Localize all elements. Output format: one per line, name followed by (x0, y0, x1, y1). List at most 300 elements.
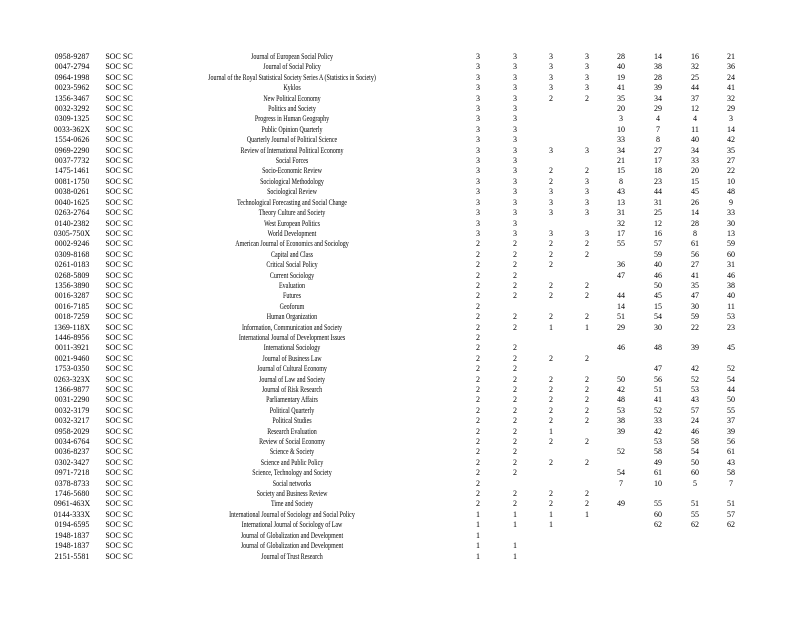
table-row (0, 531, 800, 541)
issn-cell: 0021-9460 (54, 353, 90, 363)
grade-cell: 3 (513, 135, 517, 145)
rank-cell: 44 (727, 385, 735, 394)
rank-cell: 39 (727, 426, 735, 436)
issn-cell: 0040-1625 (54, 197, 90, 207)
grade-cell: 3 (585, 176, 589, 186)
issn-cell: 0971-7218 (54, 468, 90, 478)
grade-cell: 1 (549, 322, 553, 332)
rank-cell: 15 (691, 176, 699, 186)
rank-cell: 51 (691, 499, 699, 509)
issn-cell: 0144-333X (53, 509, 91, 519)
category-cell: SOC SC (105, 208, 133, 218)
issn-cell: 0032-3292 (54, 104, 90, 114)
grade-cell: 3 (513, 145, 517, 155)
title-cell: Politics and Society (268, 104, 316, 114)
table-row (0, 520, 800, 530)
grade-cell: 2 (476, 437, 480, 447)
title-cell: Current Sociology (269, 270, 315, 280)
grade-cell: 2 (476, 478, 480, 488)
grade-cell: 2 (476, 280, 480, 290)
title-cell: Journal of the Royal Statistical Society Series A (Statistics in Society) (208, 72, 376, 82)
grade-cell: 2 (513, 239, 517, 249)
category-cell: SOC SC (105, 114, 133, 124)
rank-cell: 23 (727, 322, 735, 332)
table-row (0, 416, 800, 426)
grade-cell: 1 (513, 541, 517, 551)
rank-cell: 4 (656, 114, 660, 124)
title-cell: International Journal of Sociology of Law (241, 520, 343, 530)
rank-cell: 61 (654, 468, 662, 478)
issn-cell: 0032-3179 (54, 405, 90, 415)
rank-cell: 24 (727, 72, 735, 82)
grade-cell: 2 (513, 499, 517, 509)
rank-cell: 38 (617, 416, 625, 426)
grade-cell: 2 (549, 385, 553, 394)
grade-cell: 2 (513, 312, 517, 322)
grade-cell: 3 (513, 208, 517, 218)
rank-cell: 55 (727, 405, 735, 415)
title-cell: Parliamentary Affairs (266, 395, 318, 405)
table-row (0, 219, 800, 229)
grade-cell: 1 (549, 520, 553, 530)
rank-cell: 23 (654, 176, 662, 186)
issn-cell: 0194-6595 (54, 520, 90, 530)
issn-cell: 0305-750X (53, 228, 91, 238)
issn-cell: 0302-3427 (54, 457, 90, 467)
grade-cell: 3 (585, 228, 589, 238)
category-cell: SOC SC (105, 478, 133, 488)
title-cell: Journal of European Social Policy (251, 52, 333, 61)
title-cell: Political Studies (272, 416, 312, 426)
table-row (0, 385, 800, 395)
rank-cell: 31 (727, 260, 735, 270)
rank-cell: 60 (654, 509, 662, 519)
issn-cell: 0969-2290 (54, 145, 90, 155)
grade-cell: 2 (476, 291, 480, 301)
table-row (0, 166, 800, 176)
rank-cell: 7 (656, 124, 660, 134)
grade-cell: 2 (549, 416, 553, 426)
grade-cell: 2 (476, 447, 480, 457)
grade-cell: 3 (476, 83, 480, 93)
category-cell: SOC SC (105, 520, 133, 530)
rank-cell: 37 (691, 93, 699, 103)
title-cell: Capital and Class (271, 249, 313, 259)
grade-cell: 2 (585, 312, 589, 322)
rank-cell: 12 (654, 218, 662, 228)
rank-cell: 53 (691, 385, 699, 394)
rank-cell: 40 (654, 260, 662, 270)
rank-cell: 33 (617, 135, 625, 145)
grade-cell: 3 (549, 83, 553, 93)
rank-cell: 8 (656, 135, 660, 145)
rank-cell: 29 (727, 104, 735, 114)
grade-cell: 3 (476, 135, 480, 145)
category-cell: SOC SC (105, 301, 133, 311)
table-row (0, 83, 800, 93)
grade-cell: 2 (476, 270, 480, 280)
rank-cell: 11 (691, 124, 699, 134)
grade-cell: 3 (476, 114, 480, 124)
title-cell: Geoforum (279, 301, 305, 311)
issn-cell: 0002-9246 (54, 239, 90, 249)
rank-cell: 59 (727, 239, 735, 249)
issn-cell: 0378-8733 (54, 478, 90, 488)
rank-cell: 46 (727, 270, 735, 280)
rank-cell: 55 (654, 499, 662, 509)
rank-cell: 42 (654, 426, 662, 436)
rank-cell: 25 (691, 72, 699, 82)
grade-cell: 3 (513, 104, 517, 114)
grade-cell: 2 (549, 312, 553, 322)
category-cell: SOC SC (105, 62, 133, 72)
grade-cell: 2 (513, 416, 517, 426)
table-row (0, 271, 800, 281)
rank-cell: 38 (727, 280, 735, 290)
rank-cell: 36 (617, 260, 625, 270)
rank-cell: 54 (691, 447, 699, 457)
table-row (0, 333, 800, 343)
category-cell: SOC SC (105, 437, 133, 447)
rank-cell: 52 (654, 405, 662, 415)
table-row (0, 437, 800, 447)
journal-table (0, 52, 800, 562)
grade-cell: 3 (513, 83, 517, 93)
rank-cell: 48 (727, 187, 735, 197)
table-row (0, 302, 800, 312)
table-row (0, 250, 800, 260)
grade-cell: 2 (585, 374, 589, 384)
grade-cell: 2 (585, 385, 589, 394)
rank-cell: 37 (727, 416, 735, 426)
category-cell: SOC SC (105, 489, 133, 499)
category-cell: SOC SC (105, 270, 133, 280)
table-row (0, 375, 800, 385)
category-cell: SOC SC (105, 385, 133, 394)
category-cell: SOC SC (105, 197, 133, 207)
title-cell: International Sociology (263, 343, 321, 353)
grade-cell: 2 (585, 457, 589, 467)
title-cell: Journal of Trust Research (261, 551, 323, 561)
issn-cell: 1948-1837 (54, 541, 90, 551)
grade-cell: 1 (549, 426, 553, 436)
category-cell: SOC SC (105, 218, 133, 228)
title-cell: New Political Economy (263, 93, 321, 103)
grade-cell: 2 (549, 457, 553, 467)
rank-cell: 8 (619, 176, 623, 186)
grade-cell: 3 (513, 166, 517, 176)
table-row (0, 343, 800, 353)
rank-cell: 11 (727, 301, 735, 311)
issn-cell: 0309-1325 (54, 114, 90, 124)
rank-cell: 20 (617, 104, 625, 114)
rank-cell: 35 (727, 145, 735, 155)
rank-cell: 61 (691, 239, 699, 249)
issn-cell: 1369-118X (53, 322, 91, 332)
rank-cell: 55 (691, 509, 699, 519)
rank-cell: 53 (617, 405, 625, 415)
category-cell: SOC SC (105, 156, 133, 166)
issn-cell: 0031-2290 (54, 395, 90, 405)
rank-cell: 41 (727, 83, 735, 93)
rank-cell: 62 (727, 520, 735, 530)
title-cell: Human Organization (266, 312, 318, 322)
table-row (0, 62, 800, 72)
rank-cell: 7 (729, 478, 733, 488)
table-row (0, 135, 800, 145)
rank-cell: 61 (727, 447, 735, 457)
table-row (0, 541, 800, 551)
issn-cell: 1446-8956 (54, 332, 90, 342)
category-cell: SOC SC (105, 364, 133, 374)
rank-cell: 14 (654, 52, 662, 61)
rank-cell: 44 (654, 187, 662, 197)
issn-cell: 1356-3890 (54, 280, 90, 290)
grade-cell: 3 (549, 228, 553, 238)
grade-cell: 3 (476, 145, 480, 155)
table-row (0, 499, 800, 509)
rank-cell: 42 (727, 135, 735, 145)
rank-cell: 19 (617, 72, 625, 82)
issn-cell: 0033-362X (53, 124, 91, 134)
table-row (0, 52, 800, 62)
rank-cell: 59 (654, 249, 662, 259)
issn-cell: 1948-1837 (54, 530, 90, 540)
grade-cell: 3 (476, 166, 480, 176)
category-cell: SOC SC (105, 541, 133, 551)
grade-cell: 2 (513, 374, 517, 384)
grade-cell: 3 (513, 114, 517, 124)
rank-cell: 55 (617, 239, 625, 249)
grade-cell: 2 (549, 353, 553, 363)
table-row (0, 364, 800, 374)
grade-cell: 3 (513, 72, 517, 82)
grade-cell: 1 (476, 520, 480, 530)
rank-cell: 4 (693, 114, 697, 124)
rank-cell: 10 (727, 176, 735, 186)
rank-cell: 3 (619, 114, 623, 124)
grade-cell: 2 (513, 405, 517, 415)
title-cell: Science & Society (269, 447, 315, 457)
table-row (0, 104, 800, 114)
grade-cell: 3 (585, 72, 589, 82)
category-cell: SOC SC (105, 551, 133, 561)
rank-cell: 40 (691, 135, 699, 145)
title-cell: Quarterly Journal of Political Science (246, 135, 338, 145)
rank-cell: 14 (691, 208, 699, 218)
grade-cell: 2 (549, 291, 553, 301)
category-cell: SOC SC (105, 260, 133, 270)
title-cell: Journal of Globalization and Development (240, 541, 344, 551)
rank-cell: 57 (654, 239, 662, 249)
rank-cell: 46 (691, 426, 699, 436)
table-row (0, 354, 800, 364)
category-cell: SOC SC (105, 353, 133, 363)
grade-cell: 2 (513, 353, 517, 363)
grade-cell: 2 (513, 270, 517, 280)
issn-cell: 0037-7732 (54, 156, 90, 166)
grade-cell: 3 (513, 52, 517, 61)
issn-cell: 0263-323X (53, 374, 91, 384)
table-row (0, 187, 800, 197)
rank-cell: 35 (691, 280, 699, 290)
table-row (0, 208, 800, 218)
rank-cell: 41 (617, 83, 625, 93)
title-cell: Social networks (272, 478, 312, 488)
rank-cell: 33 (727, 208, 735, 218)
table-row (0, 406, 800, 416)
grade-cell: 1 (476, 551, 480, 561)
grade-cell: 2 (513, 489, 517, 499)
category-cell: SOC SC (105, 332, 133, 342)
category-cell: SOC SC (105, 83, 133, 93)
issn-cell: 0023-5962 (54, 83, 90, 93)
rank-cell: 39 (691, 343, 699, 353)
grade-cell: 2 (513, 437, 517, 447)
grade-cell: 2 (549, 405, 553, 415)
issn-cell: 0261-0183 (54, 260, 90, 270)
category-cell: SOC SC (105, 93, 133, 103)
category-cell: SOC SC (105, 499, 133, 509)
rank-cell: 16 (654, 228, 662, 238)
grade-cell: 3 (513, 218, 517, 228)
grade-cell: 1 (585, 509, 589, 519)
rank-cell: 58 (691, 437, 699, 447)
grade-cell: 3 (476, 124, 480, 134)
issn-cell: 0036-8237 (54, 447, 90, 457)
rank-cell: 50 (691, 457, 699, 467)
grade-cell: 2 (585, 405, 589, 415)
rank-cell: 39 (617, 426, 625, 436)
rank-cell: 32 (691, 62, 699, 72)
issn-cell: 1356-3467 (54, 93, 90, 103)
category-cell: SOC SC (105, 509, 133, 519)
rank-cell: 10 (617, 124, 625, 134)
category-cell: SOC SC (105, 312, 133, 322)
title-cell: Sociological Review (267, 187, 317, 197)
title-cell: Journal of Social Policy (263, 62, 321, 72)
grade-cell: 2 (513, 426, 517, 436)
rank-cell: 34 (654, 93, 662, 103)
rank-cell: 46 (654, 270, 662, 280)
rank-cell: 9 (729, 197, 733, 207)
grade-cell: 3 (549, 52, 553, 61)
rank-cell: 15 (654, 301, 662, 311)
grade-cell: 2 (513, 457, 517, 467)
grade-cell: 1 (513, 520, 517, 530)
rank-cell: 21 (727, 52, 735, 61)
rank-cell: 62 (654, 520, 662, 530)
rank-cell: 22 (727, 166, 735, 176)
grade-cell: 2 (549, 395, 553, 405)
grade-cell: 2 (476, 332, 480, 342)
grade-cell: 2 (513, 322, 517, 332)
grade-cell: 3 (513, 176, 517, 186)
issn-cell: 0018-7259 (54, 312, 90, 322)
grade-cell: 3 (549, 208, 553, 218)
category-cell: SOC SC (105, 291, 133, 301)
rank-cell: 53 (654, 437, 662, 447)
rank-cell: 51 (617, 312, 625, 322)
rank-cell: 62 (691, 520, 699, 530)
rank-cell: 33 (691, 156, 699, 166)
category-cell: SOC SC (105, 426, 133, 436)
rank-cell: 21 (617, 156, 625, 166)
rank-cell: 28 (691, 218, 699, 228)
category-cell: SOC SC (105, 239, 133, 249)
grade-cell: 2 (549, 166, 553, 176)
grade-cell: 2 (476, 260, 480, 270)
title-cell: Theory Culture and Society (258, 208, 326, 218)
category-cell: SOC SC (105, 166, 133, 176)
title-cell: Science and Public Policy (260, 457, 324, 467)
rank-cell: 24 (691, 416, 699, 426)
rank-cell: 5 (693, 478, 697, 488)
rank-cell: 54 (654, 312, 662, 322)
grade-cell: 2 (585, 239, 589, 249)
grade-cell: 2 (585, 489, 589, 499)
grade-cell: 3 (585, 145, 589, 155)
title-cell: Information, Communication and Society (242, 322, 342, 332)
grade-cell: 3 (585, 62, 589, 72)
rank-cell: 52 (727, 364, 735, 374)
grade-cell: 2 (476, 322, 480, 332)
rank-cell: 42 (691, 364, 699, 374)
grade-cell: 3 (476, 176, 480, 186)
table-row (0, 458, 800, 468)
category-cell: SOC SC (105, 322, 133, 332)
title-cell: International Journal of Development Issues (238, 332, 346, 342)
grade-cell: 2 (585, 249, 589, 259)
category-cell: SOC SC (105, 405, 133, 415)
table-row (0, 156, 800, 166)
rank-cell: 50 (617, 374, 625, 384)
rank-cell: 57 (727, 509, 735, 519)
rank-cell: 20 (691, 166, 699, 176)
title-cell: Journal of Risk Research (261, 385, 323, 394)
grade-cell: 3 (585, 52, 589, 61)
rank-cell: 27 (654, 145, 662, 155)
grade-cell: 2 (476, 385, 480, 394)
rank-cell: 44 (617, 291, 625, 301)
category-cell: SOC SC (105, 530, 133, 540)
issn-cell: 0309-8168 (54, 249, 90, 259)
rank-cell: 50 (727, 395, 735, 405)
rank-cell: 43 (691, 395, 699, 405)
grade-cell: 3 (476, 62, 480, 72)
issn-cell: 1746-5680 (54, 489, 90, 499)
grade-cell: 2 (549, 437, 553, 447)
rank-cell: 28 (654, 72, 662, 82)
rank-cell: 43 (727, 457, 735, 467)
issn-cell: 1753-0350 (54, 364, 90, 374)
grade-cell: 2 (476, 239, 480, 249)
rank-cell: 56 (654, 374, 662, 384)
title-cell: West European Politics (264, 218, 320, 228)
rank-cell: 49 (654, 457, 662, 467)
rank-cell: 58 (654, 447, 662, 457)
title-cell: Kyklos (283, 83, 301, 93)
category-cell: SOC SC (105, 457, 133, 467)
grade-cell: 3 (549, 72, 553, 82)
grade-cell: 1 (549, 509, 553, 519)
grade-cell: 2 (585, 499, 589, 509)
issn-cell: 0958-2029 (54, 426, 90, 436)
rank-cell: 35 (617, 93, 625, 103)
rank-cell: 30 (654, 322, 662, 332)
rank-cell: 36 (727, 62, 735, 72)
title-cell: Research Evaluation (267, 426, 317, 436)
